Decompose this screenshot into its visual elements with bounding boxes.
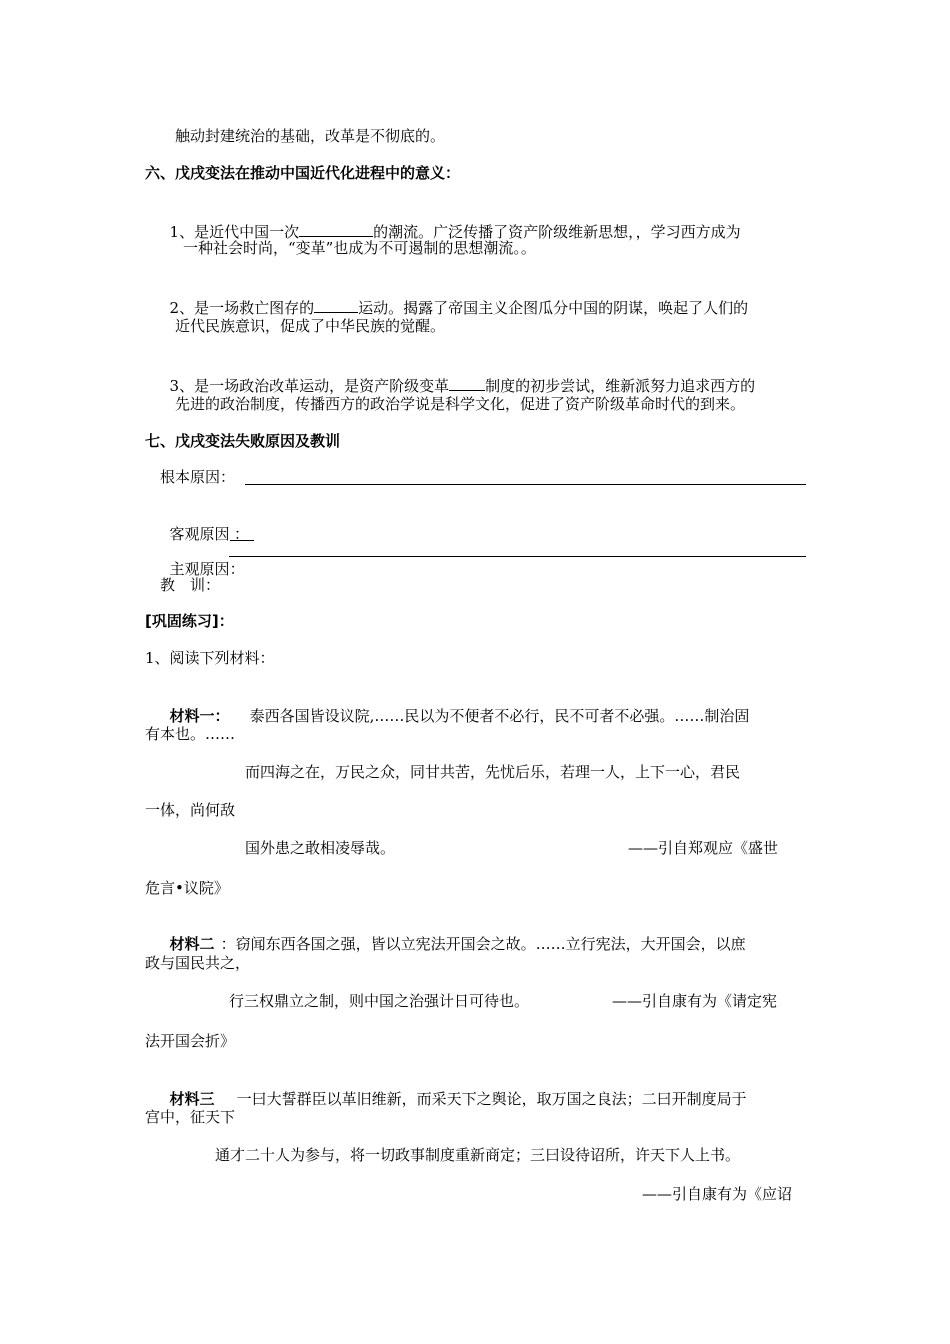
text-line: 近代民族意识，促成了中华民族的觉醒。 — [175, 317, 446, 335]
text-fragment: 一曰大誓群臣以革旧维新，而采天下之舆论，取万国之良法；二曰开制度局于 — [236, 1090, 747, 1108]
text-line: 而四海之在，万民之众，同甘共苦，先忧后乐，若理一人，上下一心，君民 — [245, 763, 741, 781]
answer-line[interactable] — [229, 556, 806, 557]
text-line — [160, 914, 746, 953]
section-heading-6: 六、戊戌变法在推动中国近代化进程中的意义： — [145, 164, 461, 182]
material-1-label: 材料一： — [169, 707, 230, 725]
text-fragment: 主观原因 — [169, 560, 230, 578]
text-fragment: 1、是近代中国一次 — [169, 223, 300, 241]
text-fragment: 2、是一场救亡图存的 — [169, 299, 315, 317]
text-fragment: 客观原因 — [169, 525, 230, 543]
fill-blank[interactable]: ： — [230, 524, 254, 541]
text-line: 法开国会折》 — [145, 1032, 236, 1050]
fill-blank[interactable] — [314, 296, 358, 313]
text-line — [160, 276, 749, 317]
text-line: 行三权鼎立之制，则中国之治强计日可待也。 — [229, 992, 530, 1010]
citation: ——引自郑观应《盛世 — [628, 839, 779, 857]
section-heading-7: 七、戊戌变法失败原因及教训 — [145, 432, 341, 450]
text-line: 宫中，征天下 — [145, 1108, 236, 1126]
lesson-label: 教 训： — [160, 576, 221, 594]
text-line: 一体，尚何敌 — [145, 801, 236, 819]
text-line — [160, 200, 741, 241]
citation: ——引自康有为《应诏 — [642, 1185, 793, 1203]
text-line — [160, 1069, 747, 1108]
reason-label-objective — [160, 504, 254, 543]
text-fragment: 3、是一场政治改革运动，是资产阶级变革 — [169, 377, 450, 395]
fill-blank[interactable] — [449, 374, 485, 391]
text-line: 有本也。…… — [145, 725, 236, 743]
text-line — [160, 686, 750, 725]
text-fragment: 运动。揭露了帝国主义企图瓜分中国的阴谋，唤起了人们的 — [358, 299, 749, 317]
text-line: 一种社会时尚，“变革”也成为不可遏制的思想潮流。。 — [183, 239, 536, 257]
text-line: 触动封建统治的基础，改革是不彻底的。 — [175, 127, 446, 145]
answer-line[interactable] — [245, 484, 806, 485]
text-fragment: ： — [229, 560, 245, 578]
text-fragment: ：窃闻东西各国之强，皆以立宪法开国会之故。……立行宪法，大开国会，以庶 — [220, 935, 746, 953]
text-fragment: 制度的初步尝试，维新派努力追求西方的 — [485, 377, 756, 395]
fill-blank[interactable] — [299, 220, 373, 237]
question-1: 1、阅读下列材料： — [145, 649, 275, 667]
material-2-label: 材料二 — [169, 935, 215, 953]
reason-label-fundamental: 根本原因： — [160, 468, 236, 486]
practice-heading: [巩固练习]： — [145, 612, 234, 630]
text-fragment: 泰西各国皆设议院,……民以为不便者不必行，民不可者不必强。……制治固 — [249, 707, 750, 725]
text-line: 通才二十人为参与，将一切政事制度重新商定；三曰设待诏所，许天下人上书。 — [215, 1146, 741, 1164]
text-line — [160, 354, 756, 395]
text-line: 先进的政治制度，传播西方的政治学说是科学文化，促进了资产阶级革命时代的到来。 — [175, 395, 746, 413]
text-line: 政与国民共之， — [145, 954, 251, 972]
text-line: 国外患之敢相凌辱哉。 — [245, 839, 396, 857]
text-line: 危言•议院》 — [145, 879, 229, 897]
citation: ——引自康有为《请定宪 — [612, 992, 778, 1010]
material-3-label: 材料三 — [169, 1090, 215, 1108]
text-fragment: 的潮流。广泛传播了资产阶级维新思想，，学习西方成为 — [373, 223, 741, 241]
